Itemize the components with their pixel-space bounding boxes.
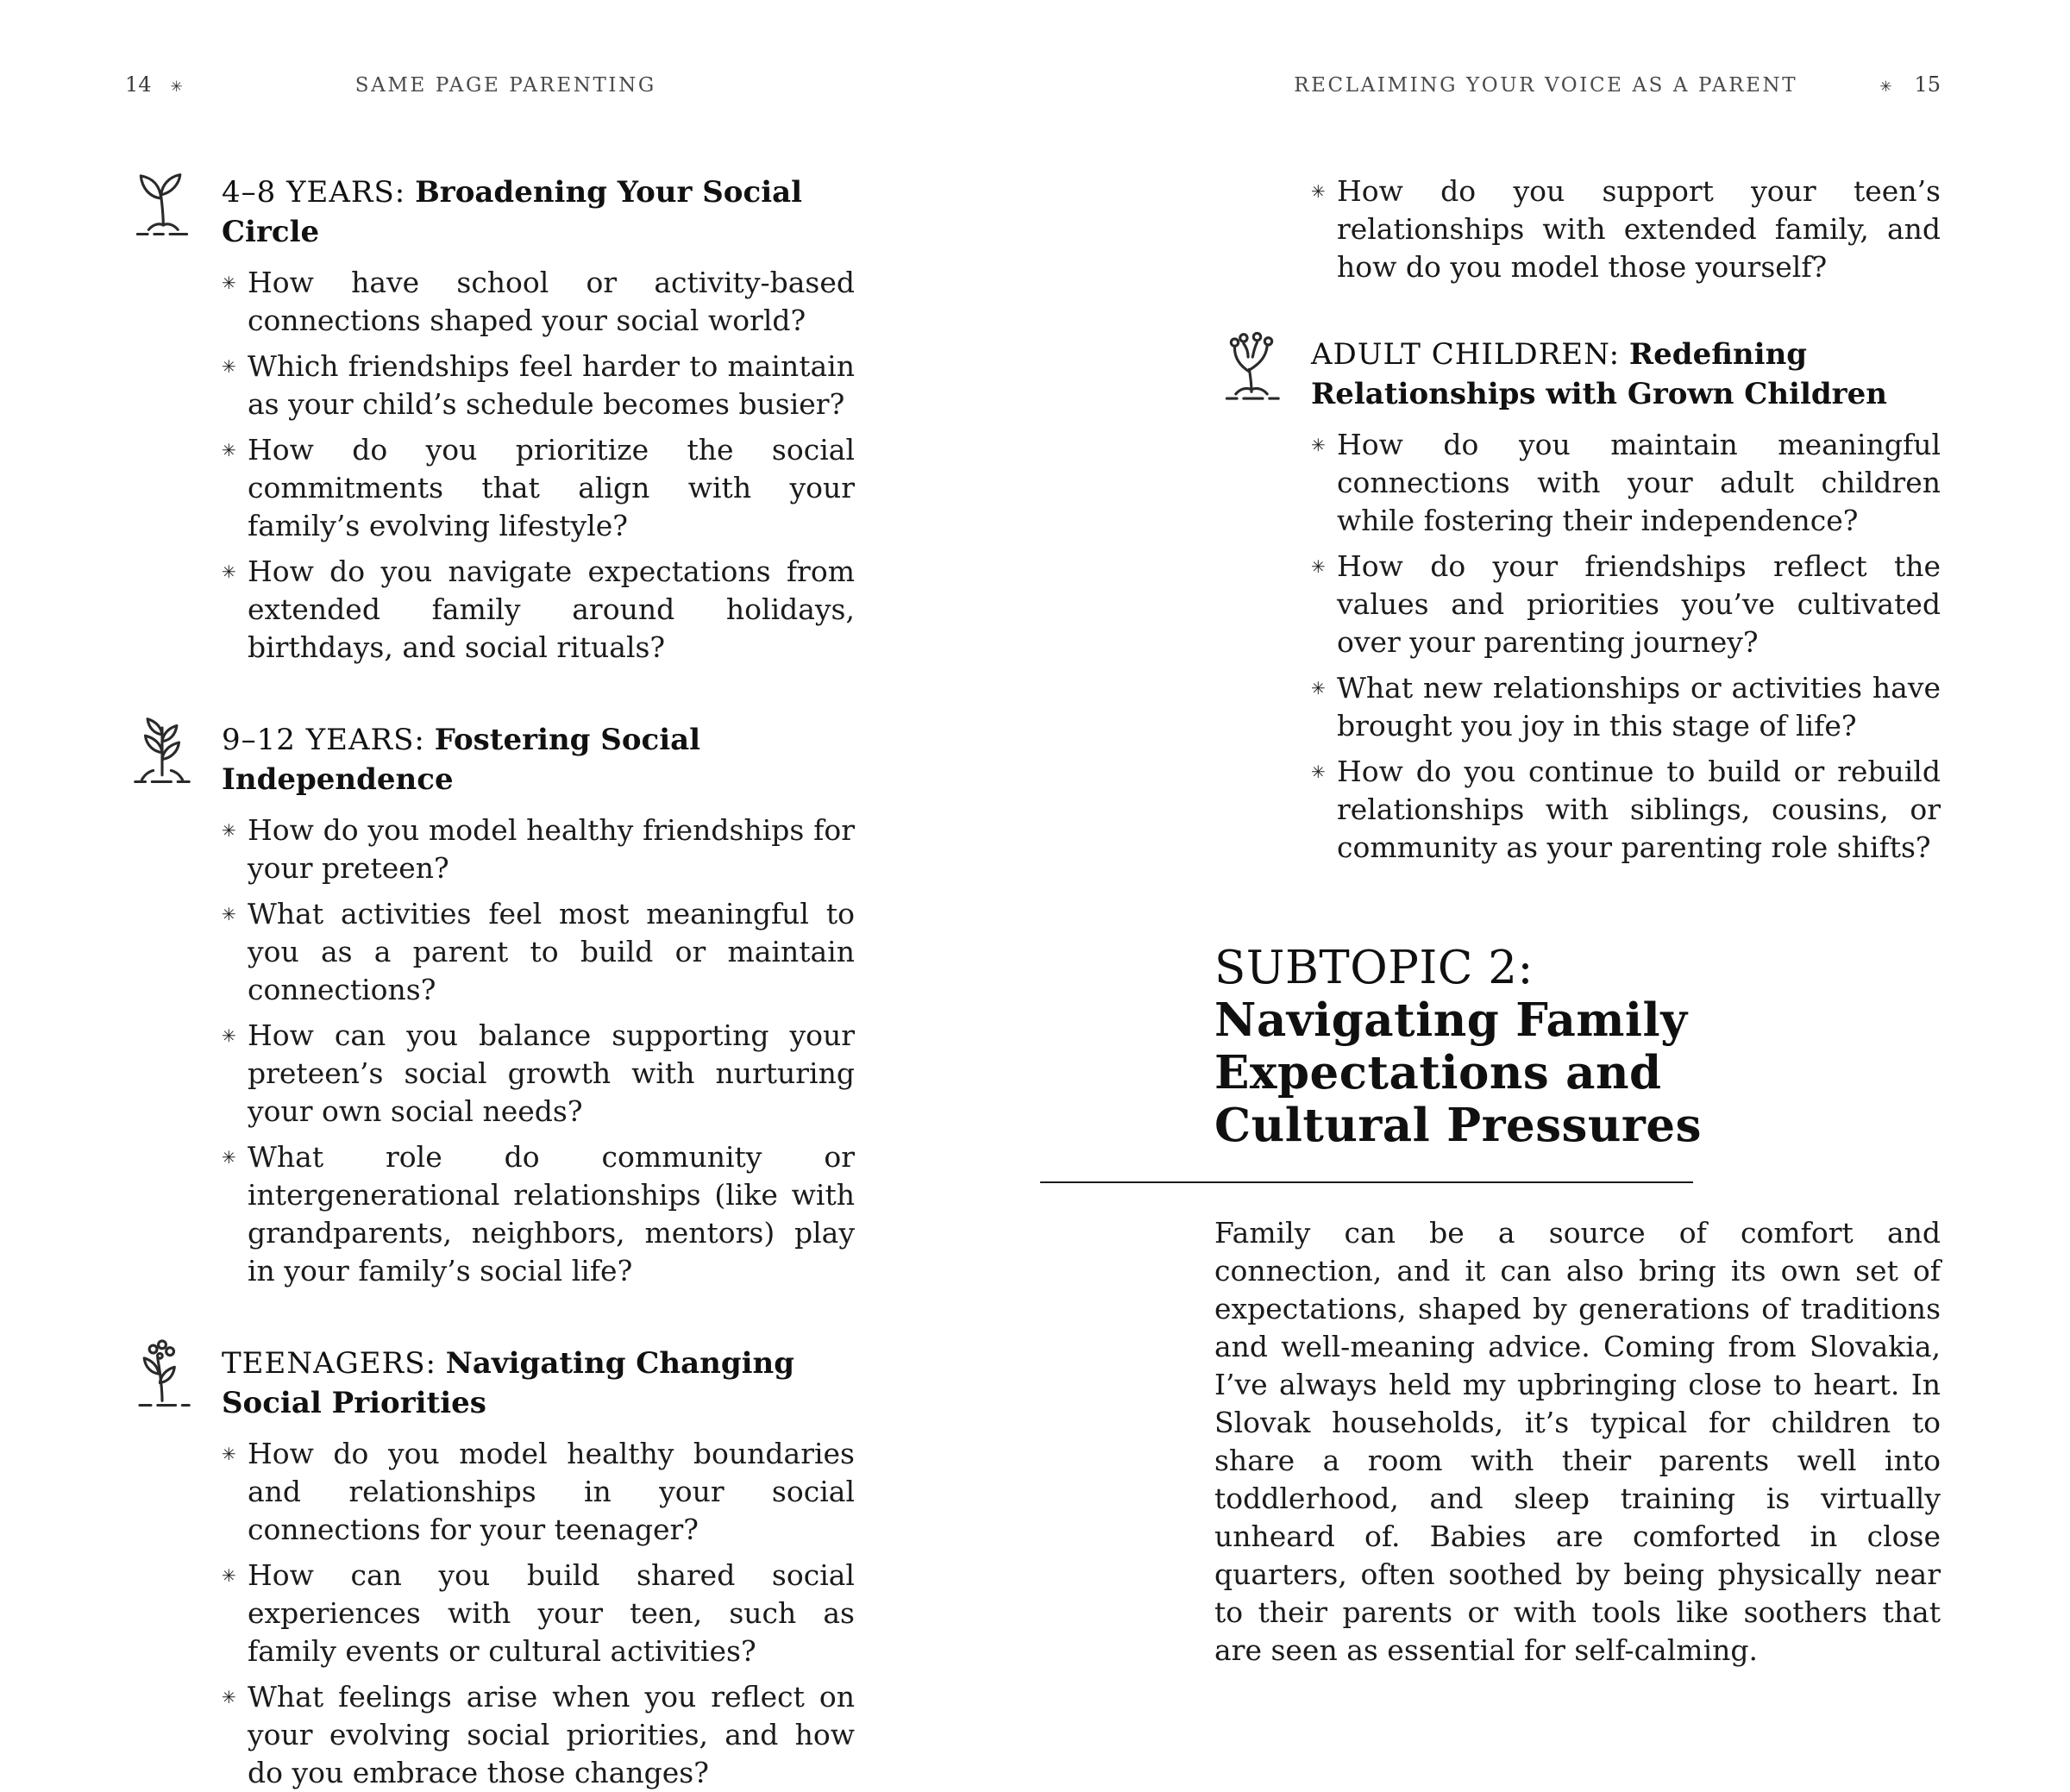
question-item xyxy=(222,264,855,340)
question-text: How can you build shared social experiences with your teen, such as family events or cultural activities? xyxy=(248,1558,855,1668)
right-text-column xyxy=(1214,172,1941,1670)
section-9-12-years xyxy=(125,720,855,1290)
question-item xyxy=(222,553,855,667)
page-right xyxy=(1035,0,2070,1667)
section-teenagers xyxy=(125,1344,855,1792)
asterisk-bullet-icon: ✳ xyxy=(222,1444,236,1464)
section-heading-title: Navigating Changing Social Priorities xyxy=(222,1346,795,1420)
section-heading xyxy=(222,172,855,252)
question-text: How do you prioritize the social commitments that align with your family’s evolving lifestyle? xyxy=(248,433,855,542)
question-item xyxy=(222,1678,855,1792)
section-heading-title: Redefining Relationships with Grown Children xyxy=(1311,337,1887,411)
section-adult-children xyxy=(1214,335,1941,867)
asterisk-bullet-icon: ✳ xyxy=(1311,761,1326,782)
question-item xyxy=(222,1435,855,1549)
asterisk-bullet-icon: ✳ xyxy=(222,561,236,582)
question-list xyxy=(222,264,855,667)
section-heading xyxy=(1311,335,1941,414)
question-text: How can you balance supporting your preteen’s social growth with nurturing your own social needs? xyxy=(248,1018,855,1128)
question-text: How have school or activity-based connections shaped your social world? xyxy=(248,266,855,337)
page-number: 14 xyxy=(125,72,152,97)
question-text: How do your friendships reflect the values and priorities you’ve cultivated over your parenting journey? xyxy=(1337,549,1941,659)
section-heading xyxy=(222,720,855,799)
question-item xyxy=(222,1557,855,1670)
question-list xyxy=(222,1435,855,1792)
asterisk-bullet-icon: ✳ xyxy=(222,1565,236,1586)
question-item xyxy=(222,1138,855,1290)
running-head-left xyxy=(125,72,656,97)
seedling-icon xyxy=(129,166,196,247)
asterisk-bullet-icon: ✳ xyxy=(1311,181,1326,202)
asterisk-bullet-icon: ✳ xyxy=(222,273,236,293)
section-heading-title: Broadening Your Social Circle xyxy=(222,175,803,249)
section-heading-prefix: ADULT CHILDREN: xyxy=(1311,337,1621,372)
section-heading-prefix: 9–12 YEARS: xyxy=(222,723,425,757)
question-list xyxy=(1311,426,1941,867)
asterisk-bullet-icon: ✳ xyxy=(222,1687,236,1707)
subtopic-prefix: SUBTOPIC 2: xyxy=(1214,942,1534,994)
question-item xyxy=(222,811,855,887)
running-head-title: SAME PAGE PARENTING xyxy=(354,74,656,97)
question-item xyxy=(1311,669,1941,745)
question-item xyxy=(1311,753,1941,867)
left-text-column xyxy=(125,172,855,1792)
flowering-plant-icon xyxy=(129,1337,196,1418)
question-text: What activities feel most meaningful to you as a parent to build or maintain connections? xyxy=(248,897,855,1006)
question-item xyxy=(222,348,855,423)
question-list xyxy=(1311,172,1941,286)
subtopic-heading-block xyxy=(1214,943,1941,1183)
section-4-8-years xyxy=(125,172,855,667)
question-item xyxy=(222,895,855,1009)
question-text: How do you support your teen’s relationships with extended family, and how do you model those yourself? xyxy=(1337,174,1941,284)
question-item xyxy=(222,431,855,545)
subtopic-heading xyxy=(1214,943,1784,1152)
question-text: What new relationships or activities have brought you joy in this stage of life? xyxy=(1337,671,1941,742)
asterisk-bullet-icon: ✳ xyxy=(1311,435,1326,455)
question-item xyxy=(1311,548,1941,661)
page-number: 15 xyxy=(1914,72,1941,97)
body-paragraph: Family can be a source of comfort and connection, and it can also bring its own set of expectations, shaped by generations of traditions and well-meaning advice. Coming from Slovakia, I’ve always held my upbringing close to heart. In Slovak households, it’s typical for children to share a room with their parents well into toddlerhood, and sleep training is virtually unheard of. Babies are comforted in close quarters, often soothed by being physically near to their parents or with tools like soothers that are seen as essential for self-calming. xyxy=(1214,1216,1941,1667)
asterisk-bullet-icon: ✳ xyxy=(222,356,236,377)
section-heading-prefix: TEENAGERS: xyxy=(222,1346,436,1381)
question-item xyxy=(1311,426,1941,540)
asterisk-ornament-icon: ✳ xyxy=(1879,78,1892,96)
sapling-icon xyxy=(129,713,196,794)
question-text: What feelings arise when you reflect on your evolving social priorities, and how do you embrace those changes? xyxy=(248,1680,855,1789)
asterisk-bullet-icon: ✳ xyxy=(222,1025,236,1046)
question-text: Which friendships feel harder to maintain as your child’s schedule becomes busier? xyxy=(248,349,855,421)
question-text: How do you maintain meaningful connections with your adult children while fostering their independence? xyxy=(1337,428,1941,537)
section-teenagers-continued xyxy=(1214,172,1941,286)
section-heading xyxy=(222,1344,855,1423)
section-heading-prefix: 4–8 YEARS: xyxy=(222,175,406,210)
question-item xyxy=(222,1017,855,1131)
mature-plant-icon xyxy=(1218,328,1285,409)
question-text: How do you model healthy boundaries and relationships in your social connections for your teenager? xyxy=(248,1437,855,1546)
section-heading-title: Fostering Social Independence xyxy=(222,723,701,797)
asterisk-bullet-icon: ✳ xyxy=(222,904,236,924)
subtopic-title: Navigating Family Expectations and Cultural Pressures xyxy=(1214,993,1702,1152)
question-list xyxy=(222,811,855,1290)
asterisk-bullet-icon: ✳ xyxy=(222,440,236,461)
question-text: What role do community or intergenerational relationships (like with grandparents, neighbors, mentors) play in your family’s social life? xyxy=(248,1140,855,1288)
asterisk-bullet-icon: ✳ xyxy=(1311,556,1326,577)
page-left xyxy=(0,0,1035,1789)
question-text: How do you navigate expectations from extended family around holidays, birthdays, and social rituals? xyxy=(248,555,855,664)
asterisk-ornament-icon: ✳ xyxy=(170,78,183,96)
section-divider-rule xyxy=(1040,1181,1693,1183)
question-text: How do you continue to build or rebuild relationships with siblings, cousins, or community as your parenting role shifts? xyxy=(1337,755,1941,864)
running-head-right xyxy=(1294,72,1941,97)
question-item xyxy=(1311,172,1941,286)
running-head-title: RECLAIMING YOUR VOICE AS A PARENT xyxy=(1294,74,1798,97)
asterisk-bullet-icon: ✳ xyxy=(222,1147,236,1168)
asterisk-bullet-icon: ✳ xyxy=(1311,678,1326,699)
question-text: How do you model healthy friendships for your preteen? xyxy=(248,813,855,885)
asterisk-bullet-icon: ✳ xyxy=(222,820,236,841)
